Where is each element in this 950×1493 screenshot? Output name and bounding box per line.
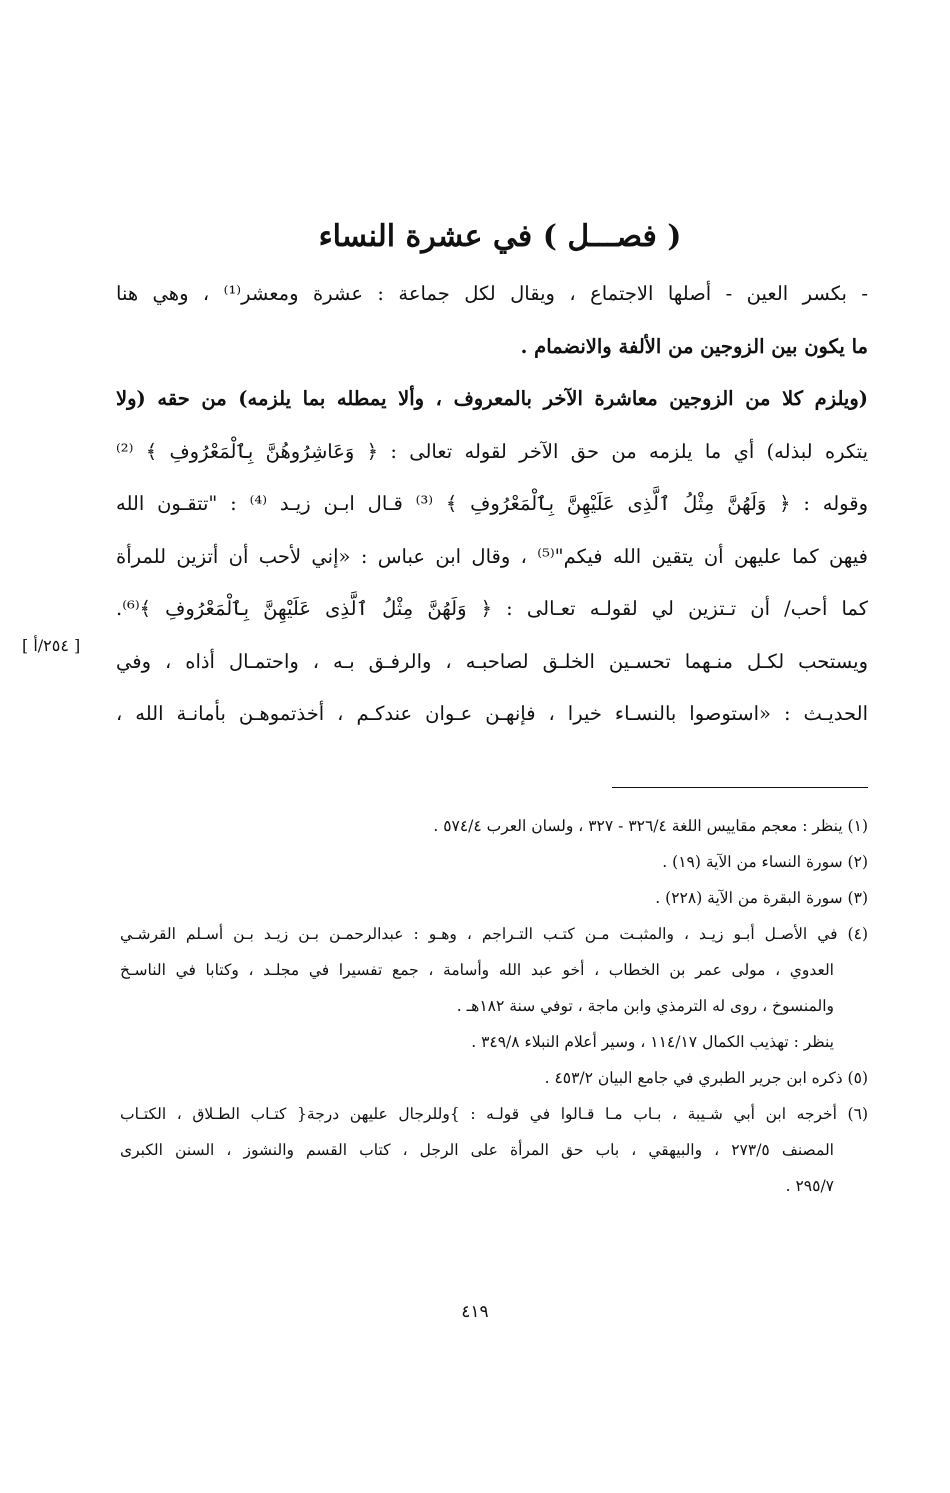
footnote-line: (٤) في الأصـل أبـو زيـد ، والمثبـت مـن كتـب التـراجم ، وهـو : عبدالرحمـن بـن زيـد بـن أسـلم القرشـي (120, 925, 868, 943)
footnote-2 (120, 844, 868, 880)
footnote-5 (120, 1060, 868, 1096)
manuscript-folio-note: [ ٢٥٤/أ ] (22, 636, 81, 655)
body-line: (ويلزم كلا من الزوجين معاشرة الآخر بالمعروف ، وألا يمطله بما يلزمه) من حقه (ولا (116, 387, 868, 410)
footnote-line: (٥) ذكره ابن جرير الطبري في جامع البيان ٤٥٣/٢ . (544, 1069, 868, 1087)
footnote-line: العدوي ، مولى عمر بن الخطاب ، أخو عبد الله وأسامة ، جمع تفسيرا في مجلـد ، وكتابا في الناسـخ (120, 961, 834, 979)
body-line: - بكسر العين - أصلها الاجتماع ، ويقال لكل جماعة : عشرة ومعشر⁽¹⁾ ، وهي هنا (116, 282, 868, 305)
footnote-line: والمنسوخ ، روى له الترمذي وابن ماجة ، توفي سنة ١٨٢هـ . (456, 997, 834, 1015)
body-line: الحديـث : «استوصوا بالنسـاء خيرا ، فإنهـن عـوان عندكـم ، أخذتموهـن بأمانـة الله ، (116, 702, 868, 725)
footnote-line: ينظر : تهذيب الكمال ١١٤/١٧ ، وسير أعلام النبلاء ٣٤٩/٨ . (471, 1033, 834, 1051)
footnote-line: (٦) أخرجه ابن أبي شـيبة ، بـاب مـا قـالوا في قولـه : }وللرجال عليهن درجة{ كتـاب الطـلاق ، الكتـاب (120, 1105, 868, 1123)
page-number: ٤١٩ (461, 1302, 489, 1322)
footnote-line: (١) ينظر : معجم مقاييس اللغة ٣٢٦/٤ - ٣٢٧ ، ولسان العرب ٥٧٤/٤ . (433, 817, 868, 835)
footnote-line: ٢٩٥/٧ . (785, 1177, 834, 1195)
footnote-line: (٢) سورة النساء من الآية (١٩) . (662, 853, 868, 871)
chapter-title: ( فصـــل ) في عشرة النساء (318, 219, 682, 254)
footnote-4 (120, 916, 868, 1060)
body-line: ويستحب لكـل منـهما تحسـين الخلـق لصاحبـه ، والرفـق بـه ، واحتمـال أذاه ، وفي (116, 649, 868, 673)
footnote-separator (612, 787, 868, 788)
footnote-line: المصنف ٢٧٣/٥ ، والبيهقي ، باب حق المرأة على الرجل ، كتاب القسم والنشوز ، السنن الكبرى (120, 1141, 834, 1159)
body-line: وقوله : ﴿ وَلَهُنَّ مِثْلُ ٱلَّذِى عَلَيْهِنَّ بِٱلْمَعْرُوفِ ﴾ ⁽³⁾ قـال ابـن زيـد ⁽⁴⁾ : "تتقـون الله (116, 492, 868, 515)
footnotes (120, 808, 868, 1204)
body-line: يتكره لبذله) أي ما يلزمه من حق الآخر لقوله تعالى : ﴿ وَعَاشِرُوهُنَّ بِٱلْمَعْرُوفِ ﴾ ⁽²⁾ (116, 439, 868, 463)
footnote-3 (120, 880, 868, 916)
main-text (116, 268, 868, 741)
body-line: ما يكون بين الزوجين من الألفة والانضمام . (520, 334, 868, 358)
body-line: فيهن كما عليهن أن يتقين الله فيكم"⁽⁵⁾ ، وقال ابن عباس : «إني لأحب أن أتزين للمرأة (116, 544, 868, 568)
footnote-6 (120, 1096, 868, 1204)
footnote-1 (120, 808, 868, 844)
footnote-line: (٣) سورة البقرة من الآية (٢٢٨) . (655, 889, 868, 907)
body-line: كما أحب/ أن تـتزين لي لقولـه تعـالى : ﴿ وَلَهُنَّ مِثْلُ ٱلَّذِى عَلَيْهِنَّ بِٱلْمَعْرُوفِ ﴾⁽⁶⁾. (116, 597, 868, 620)
